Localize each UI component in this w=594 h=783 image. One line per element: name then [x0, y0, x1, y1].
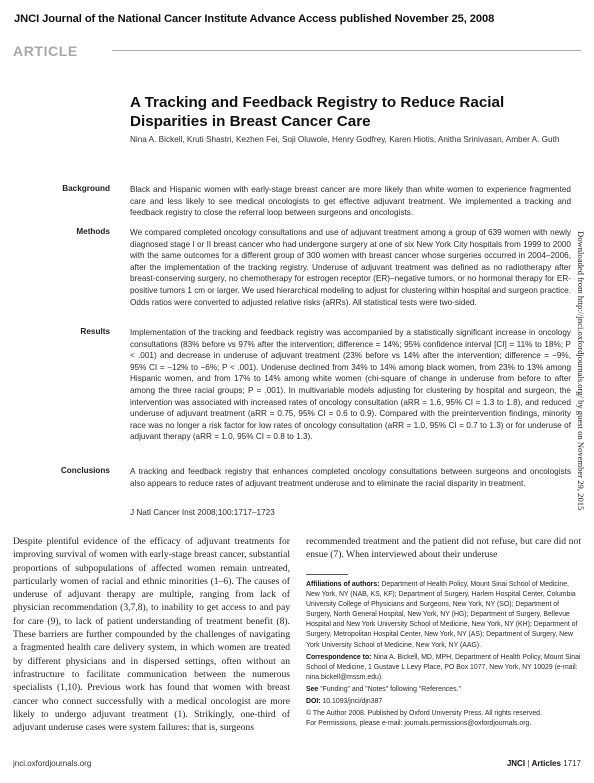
body-text-right-column: recommended treatment and the patient did not refuse, but care did not ensue (7). When interviewed about their underuse [306, 536, 581, 561]
copyright-line-2: For Permissions, please e-mail: journals.permissions@oxfordjournals.org. [306, 720, 532, 728]
footer-section: Articles [531, 759, 561, 768]
see-note [306, 685, 582, 695]
abstract-results-label: Results [80, 327, 110, 336]
abstract-background-text: Black and Hispanic women with early-stage breast cancer are more likely than white women to experience fragmented care and less likely to see medical oncologists to get effective adjuvant treatment. We implemented a tracking and feedback registry to close the referral loop between surgeons and oncologists. [130, 185, 571, 218]
journal-header: JNCI Journal of the National Cancer Institute Advance Access published November 25, 2008 [14, 13, 495, 25]
journal-citation: J Natl Cancer Inst 2008;100:1717–1723 [130, 508, 275, 517]
footnote-divider [306, 574, 348, 575]
section-divider [112, 50, 581, 51]
see-label: See [306, 685, 319, 693]
abstract-results-text: Implementation of the tracking and feedback registry was accompanied by a statistically significant increase in oncology consultations (83% before vs 97% after the intervention; difference = 14%; 95% confidence interval [CI] = 11% to 18%; P < .001) and decrease in underuse of adjuvant treatment (23% before vs 14% after the intervention; difference = −9%, 95% CI = −12% to −6%; P < .001). Underuse declined from 34% to 14% among black women, from 23% to 13% among Hispanic women, and from 17% to 14% among white women (chi-square of change in underuse from before to after among the three racial groups; P = .001). In multivariable models adjusting for clustering by hospital and surgeon, the intervention was associated with increased rates of oncology consultation (aRR = 1.6, 95% CI = 1.3 to 1.8), and reduced underuse of adjuvant treatment (aRR = 0.75, 95% CI = 0.6 to 0.9). Compared with the preintervention findings, minority race was no longer a risk factor for low rates of oncology consultation (aRR = 1.0, 95% CI = 0.7 to 1.3) or for underuse of adjuvant therapy (aRR = 1.0, 95% CI = 0.8 to 1.3). [130, 328, 571, 442]
affiliations-text: Department of Health Policy, Mount Sinai School of Medicine, New York, NY (NAB, KS, KF); Department of Surgery, Harlem Hospital Center, Columbia University College of Physicians and Surgeons, New York, NY (SO); Department of Surgery, North General Hospital, New York, NY (HG); Department of Surgery, Bellevue Hospital and New York University School of Medicine, New York, NY (KH); Department of Surgery, Metropolitan Hospital Center, New York, NY (AS); Department of Surgery, New York University School of Medicine, New York, NY (AAG). [306, 581, 578, 649]
correspondence-text: Nina A. Bickell, MD, MPH, Department of Health Policy, Mount Sinai School of Medicine, 1 Gustave L Levy Place, PO Box 1077, New York, NY 10029 (e-mail: nina.bickell@mssm.edu). [306, 653, 581, 681]
page-footer [13, 759, 581, 771]
footer-journal-info [507, 759, 581, 768]
doi-label: DOI: [306, 698, 321, 706]
article-title: A Tracking and Feedback Registry to Reduce Racial Disparities in Breast Cancer Care [130, 94, 505, 130]
doi-note [306, 697, 582, 707]
page-number: 1717 [563, 759, 581, 768]
footer-url: jnci.oxfordjournals.org [13, 759, 92, 768]
correspondence-label: Correspondence to: [306, 653, 372, 661]
abstract-conclusions-label: Conclusions [60, 466, 110, 475]
article-section-bar [13, 44, 581, 58]
footer-journal: JNCI [506, 759, 526, 768]
doi-text: 10.1093/jnci/djn387 [322, 698, 383, 706]
author-notes [306, 580, 582, 731]
author-list: Nina A. Bickell, Kruti Shastri, Kezhen Fei, Soji Oluwole, Henry Godfrey, Karen Hiotis, Anitha Srinivasan, Amber A. Guth [130, 135, 560, 144]
abstract-conclusions-text: A tracking and feedback registry that enhances completed oncology consultations between surgeons and oncologists also appears to reduce rates of adjuvant treatment underuse and to eliminate the racial disparity in treatment. [130, 467, 571, 488]
footer-separator: | [527, 759, 530, 768]
copyright-line-1: © The Author 2008. Published by Oxford University Press. All rights reserved. [306, 710, 542, 718]
see-text: "Funding" and "Notes" following "References." [320, 685, 461, 693]
copyright-note [306, 709, 582, 729]
affiliations-note [306, 580, 582, 651]
abstract-background-label: Background [62, 184, 110, 193]
section-label: ARTICLE [13, 43, 78, 59]
abstract-methods-label: Methods [76, 227, 110, 236]
correspondence-note [306, 653, 582, 683]
download-watermark: Downloaded from http://jnci.oxfordjournals.org/ by guest on November 29, 2015 [576, 231, 586, 511]
abstract-methods-text: We compared completed oncology consultations and use of adjuvant treatment among a group of 639 women with newly diagnosed stage I or II breast cancer who had undergone surgery at one of six New York City hospitals from 1999 to 2000 with the same outcomes for a different group of 300 women with breast cancer whose surgeries occurred in 2004–2006, after the implementation of the tracking registry. Underuse of adjuvant treatment was defined as no radiotherapy after breast-conserving surgery, no chemotherapy for estrogen receptor (ER)–negative tumors, or no hormonal therapy for ER-positive tumors 1 cm or larger. We used hierarchical modeling to adjust for clustering within hospital and surgeon practice. Odds ratios were converted to adjusted relative risks (aRRs). All statistical tests were two-sided. [130, 228, 571, 307]
affiliations-label: Affiliations of authors: [306, 581, 380, 588]
body-text-left-column: Despite plentiful evidence of the efficacy of adjuvant treatments for improving survival of women with early-stage breast cancer, substantial proportions of subpopulations of affected women remain untreated, particularly women of racial and ethnic minorities (1–6). The causes of underuse of adjuvant therapy are multiple, ranging from lack of physician recommendation (3,7,8), to inability to get access to and pay for care (9), to lack of patient understanding of treatment benefit (8). These barriers are further compounded by the challenges of navigating a fragmented health care delivery system, in which women are treated by different physicians and in dispersed settings, often without an infrastructure to facilitate communication between the numerous specialists (1,10). Previous work has found that women with breast cancer who connect successfully with a medical oncologist are more likely to undergo adjuvant treatment (1). Strikingly, one-third of adjuvant underuse cases were system failures: that is, surgeons [13, 536, 290, 734]
